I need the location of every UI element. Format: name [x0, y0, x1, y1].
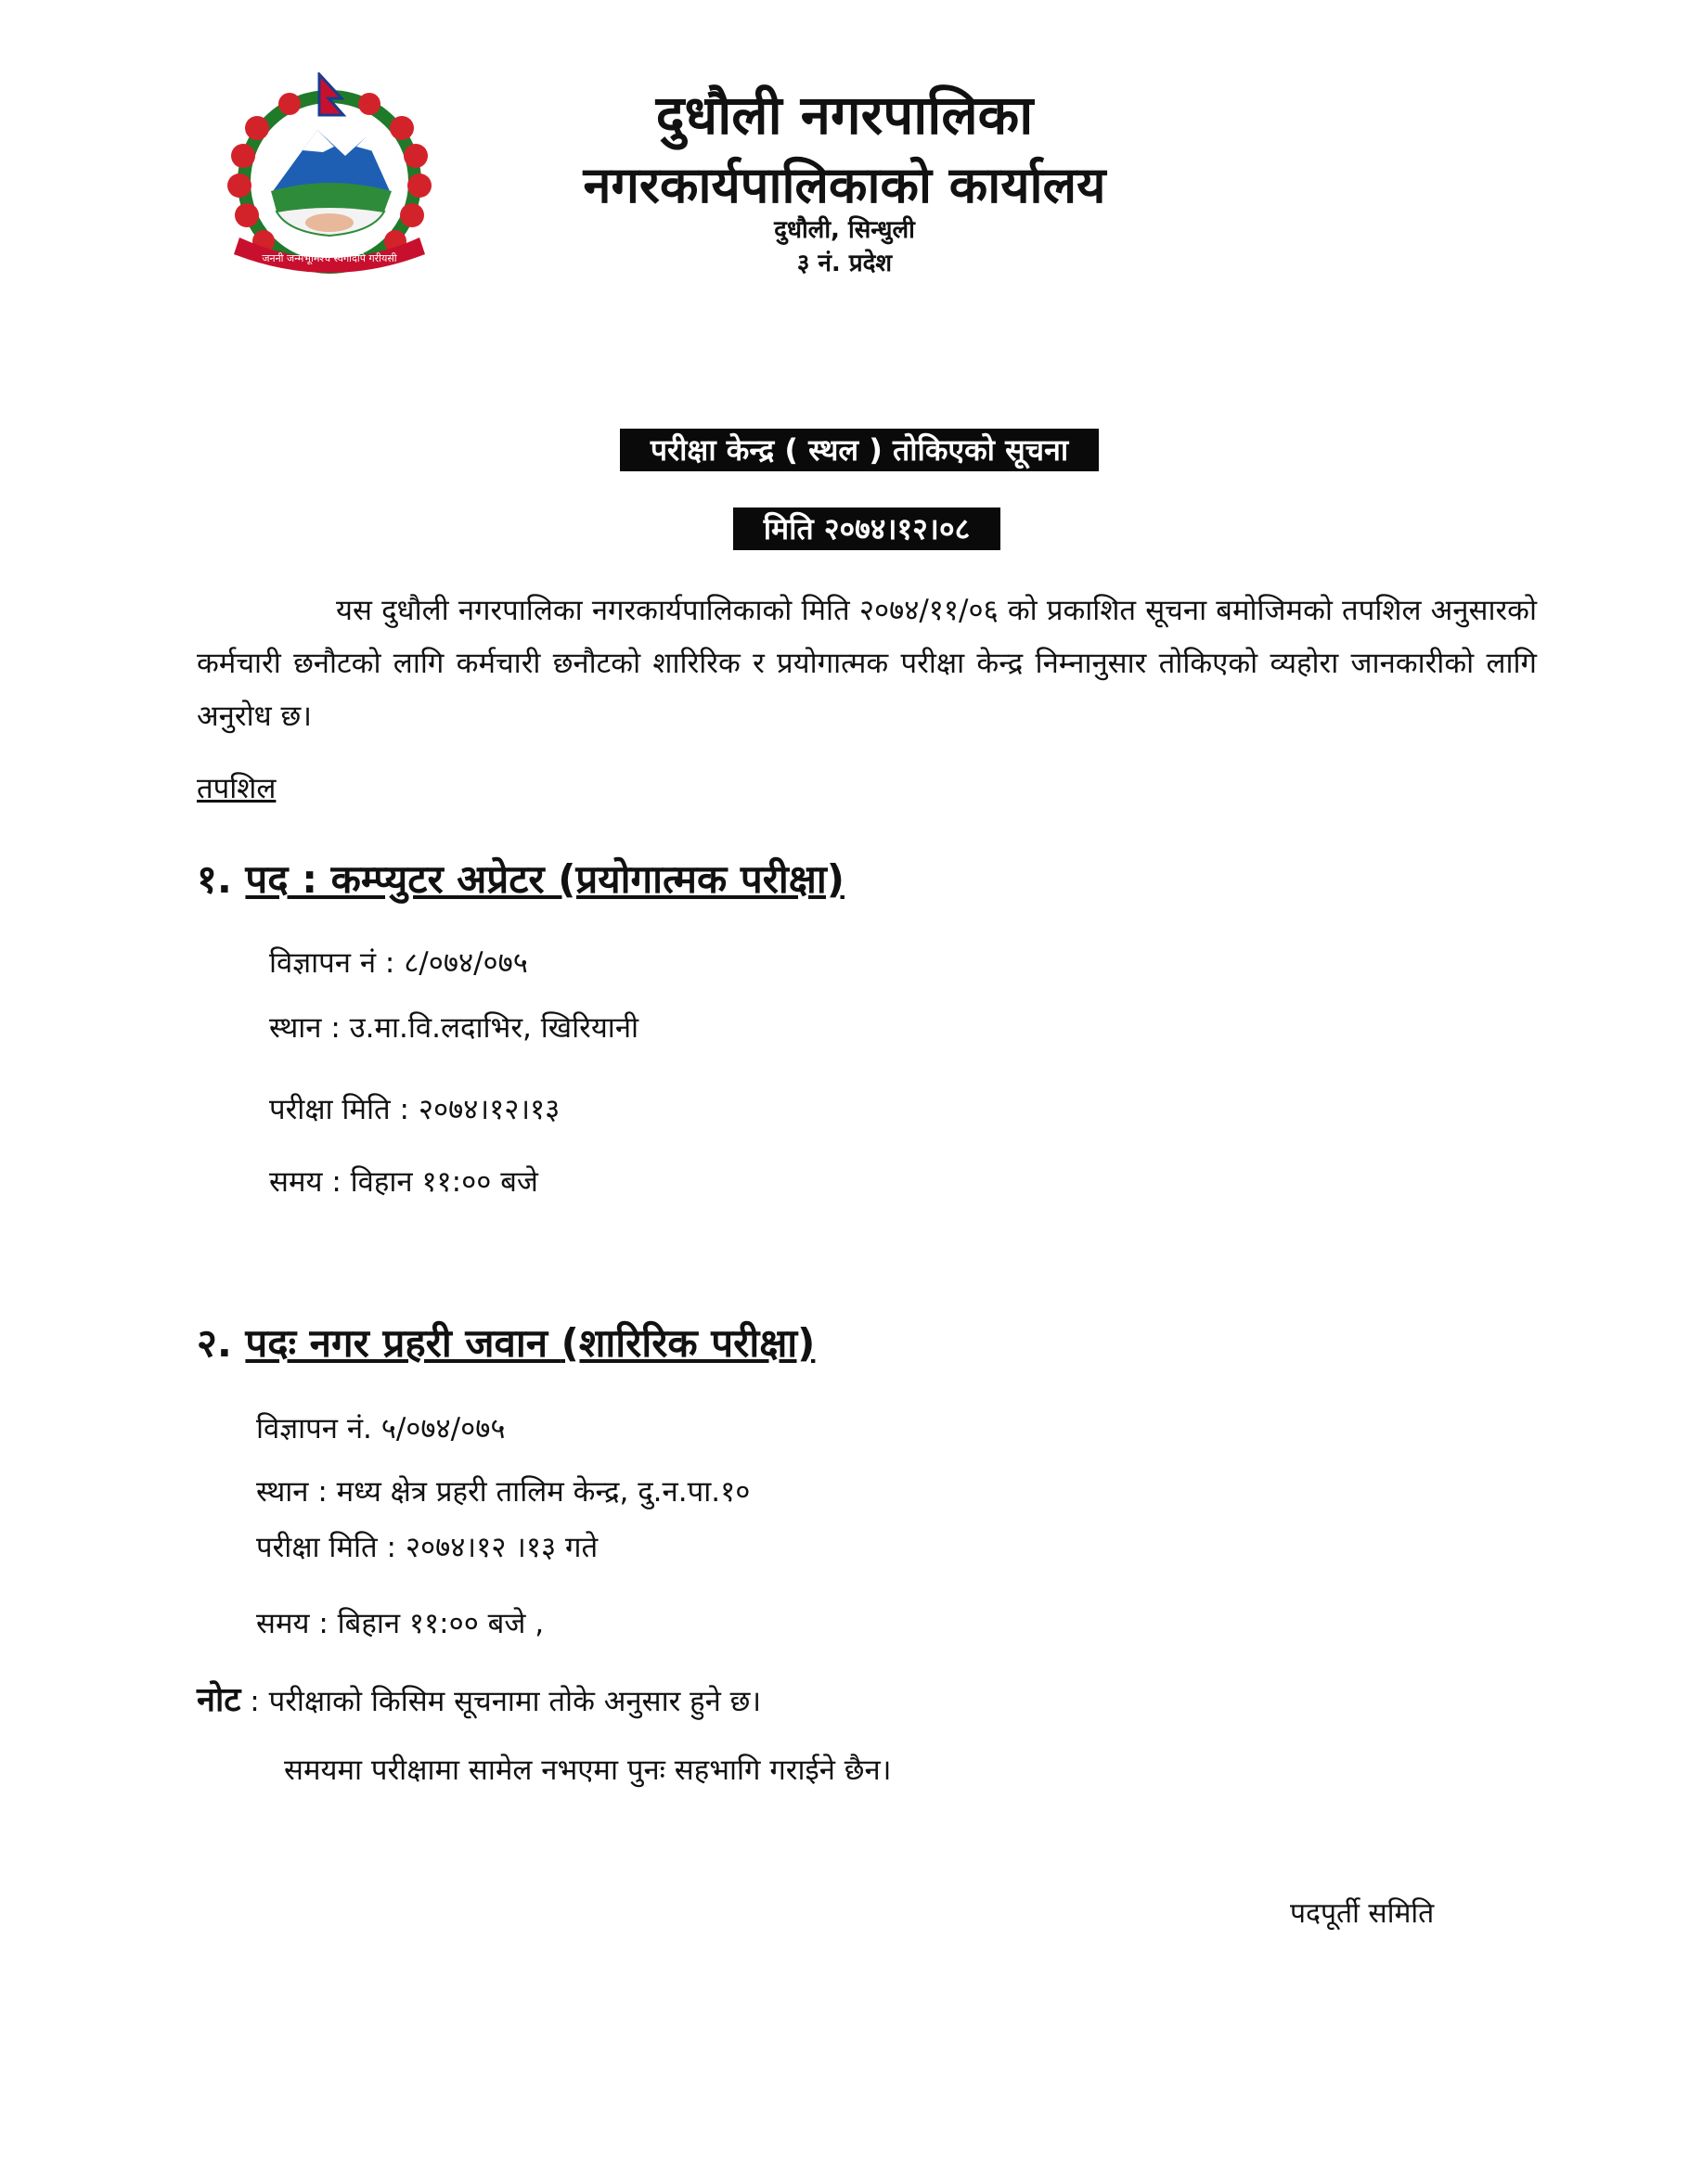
- nepal-government-emblem-icon: [206, 72, 453, 275]
- intro-paragraph: यस दुधौली नगरपालिका नगरकार्यपालिकाको मिति २०७४/११/०६ को प्रकाशित सूचना बमोजिमको तपशिल अनुसारको कर्मचारी छनौटको लागि कर्मचारी छनौटको शारिरिक र प्रयोगात्मक परीक्षा केन्द्र निम्नानुसार तोकिएको व्यहोरा जानकारीको लागि अनुरोध छ।: [197, 594, 1537, 733]
- details-label: तपशिल: [197, 772, 277, 805]
- notice-title: परीक्षा केन्द्र ( स्थल ) तोकिएको सूचना: [620, 429, 1099, 471]
- section-1-time: समय : विहान ११:०० बजे: [269, 1165, 538, 1199]
- section-1-number: १.: [197, 856, 232, 902]
- section-2-advertisement-no: विज्ञापन नं. ५/०७४/०७५: [256, 1412, 506, 1445]
- emblem-motto: जननी जन्मभूमिश्च स्वर्गादपि गरीयसी: [262, 252, 397, 264]
- section-2-exam-date: परीक्षा मिति : २०७४।१२ ।१३ गते: [256, 1531, 599, 1564]
- section-1-advertisement-no: विज्ञापन नं : ८/०७४/०७५: [269, 946, 528, 980]
- note-line-2: समयमा परीक्षामा सामेल नभएमा पुनः सहभागि गराईने छैन।: [284, 1754, 892, 1787]
- section-1-title: पद : कम्प्युटर अप्रेटर (प्रयोगात्मक परीक्षा): [245, 856, 844, 902]
- signing-committee: पदपूर्ती समिति: [1290, 1897, 1435, 1930]
- note-line-1: [197, 1676, 761, 1721]
- section-1-heading: [197, 852, 844, 905]
- notice-date: मिति २०७४।१२।०८: [733, 507, 1000, 550]
- note-text-1: : परीक्षाको किसिम सूचनामा तोके अनुसार हुने छ।: [240, 1685, 762, 1718]
- section-2-subtitle: (शारिरिक परीक्षा): [561, 1320, 816, 1366]
- note-label: नोट: [197, 1681, 241, 1719]
- office-name: दुधौली नगरपालिका: [655, 84, 1034, 147]
- office-address: दुधौली, सिन्धुली: [774, 216, 915, 244]
- section-1-exam-date: परीक्षा मिति : २०७४।१२।१३: [269, 1093, 561, 1126]
- section-2-heading: [197, 1316, 815, 1368]
- section-2-title: पदः नगर प्रहरी जवान: [245, 1320, 561, 1366]
- office-department: नगरकार्यपालिकाको कार्यालय: [583, 156, 1106, 214]
- section-2-time: समय : बिहान ११:०० बजे ,: [256, 1607, 545, 1640]
- office-province: ३ नं. प्रदेश: [796, 250, 893, 277]
- section-2-venue: स्थान : मध्य क्षेत्र प्रहरी तालिम केन्द्र, दु.न.पा.१०: [256, 1475, 751, 1509]
- section-1-venue: स्थान : उ.मा.वि.लदाभिर, खिरियानी: [269, 1011, 639, 1045]
- section-2-number: २.: [197, 1320, 232, 1366]
